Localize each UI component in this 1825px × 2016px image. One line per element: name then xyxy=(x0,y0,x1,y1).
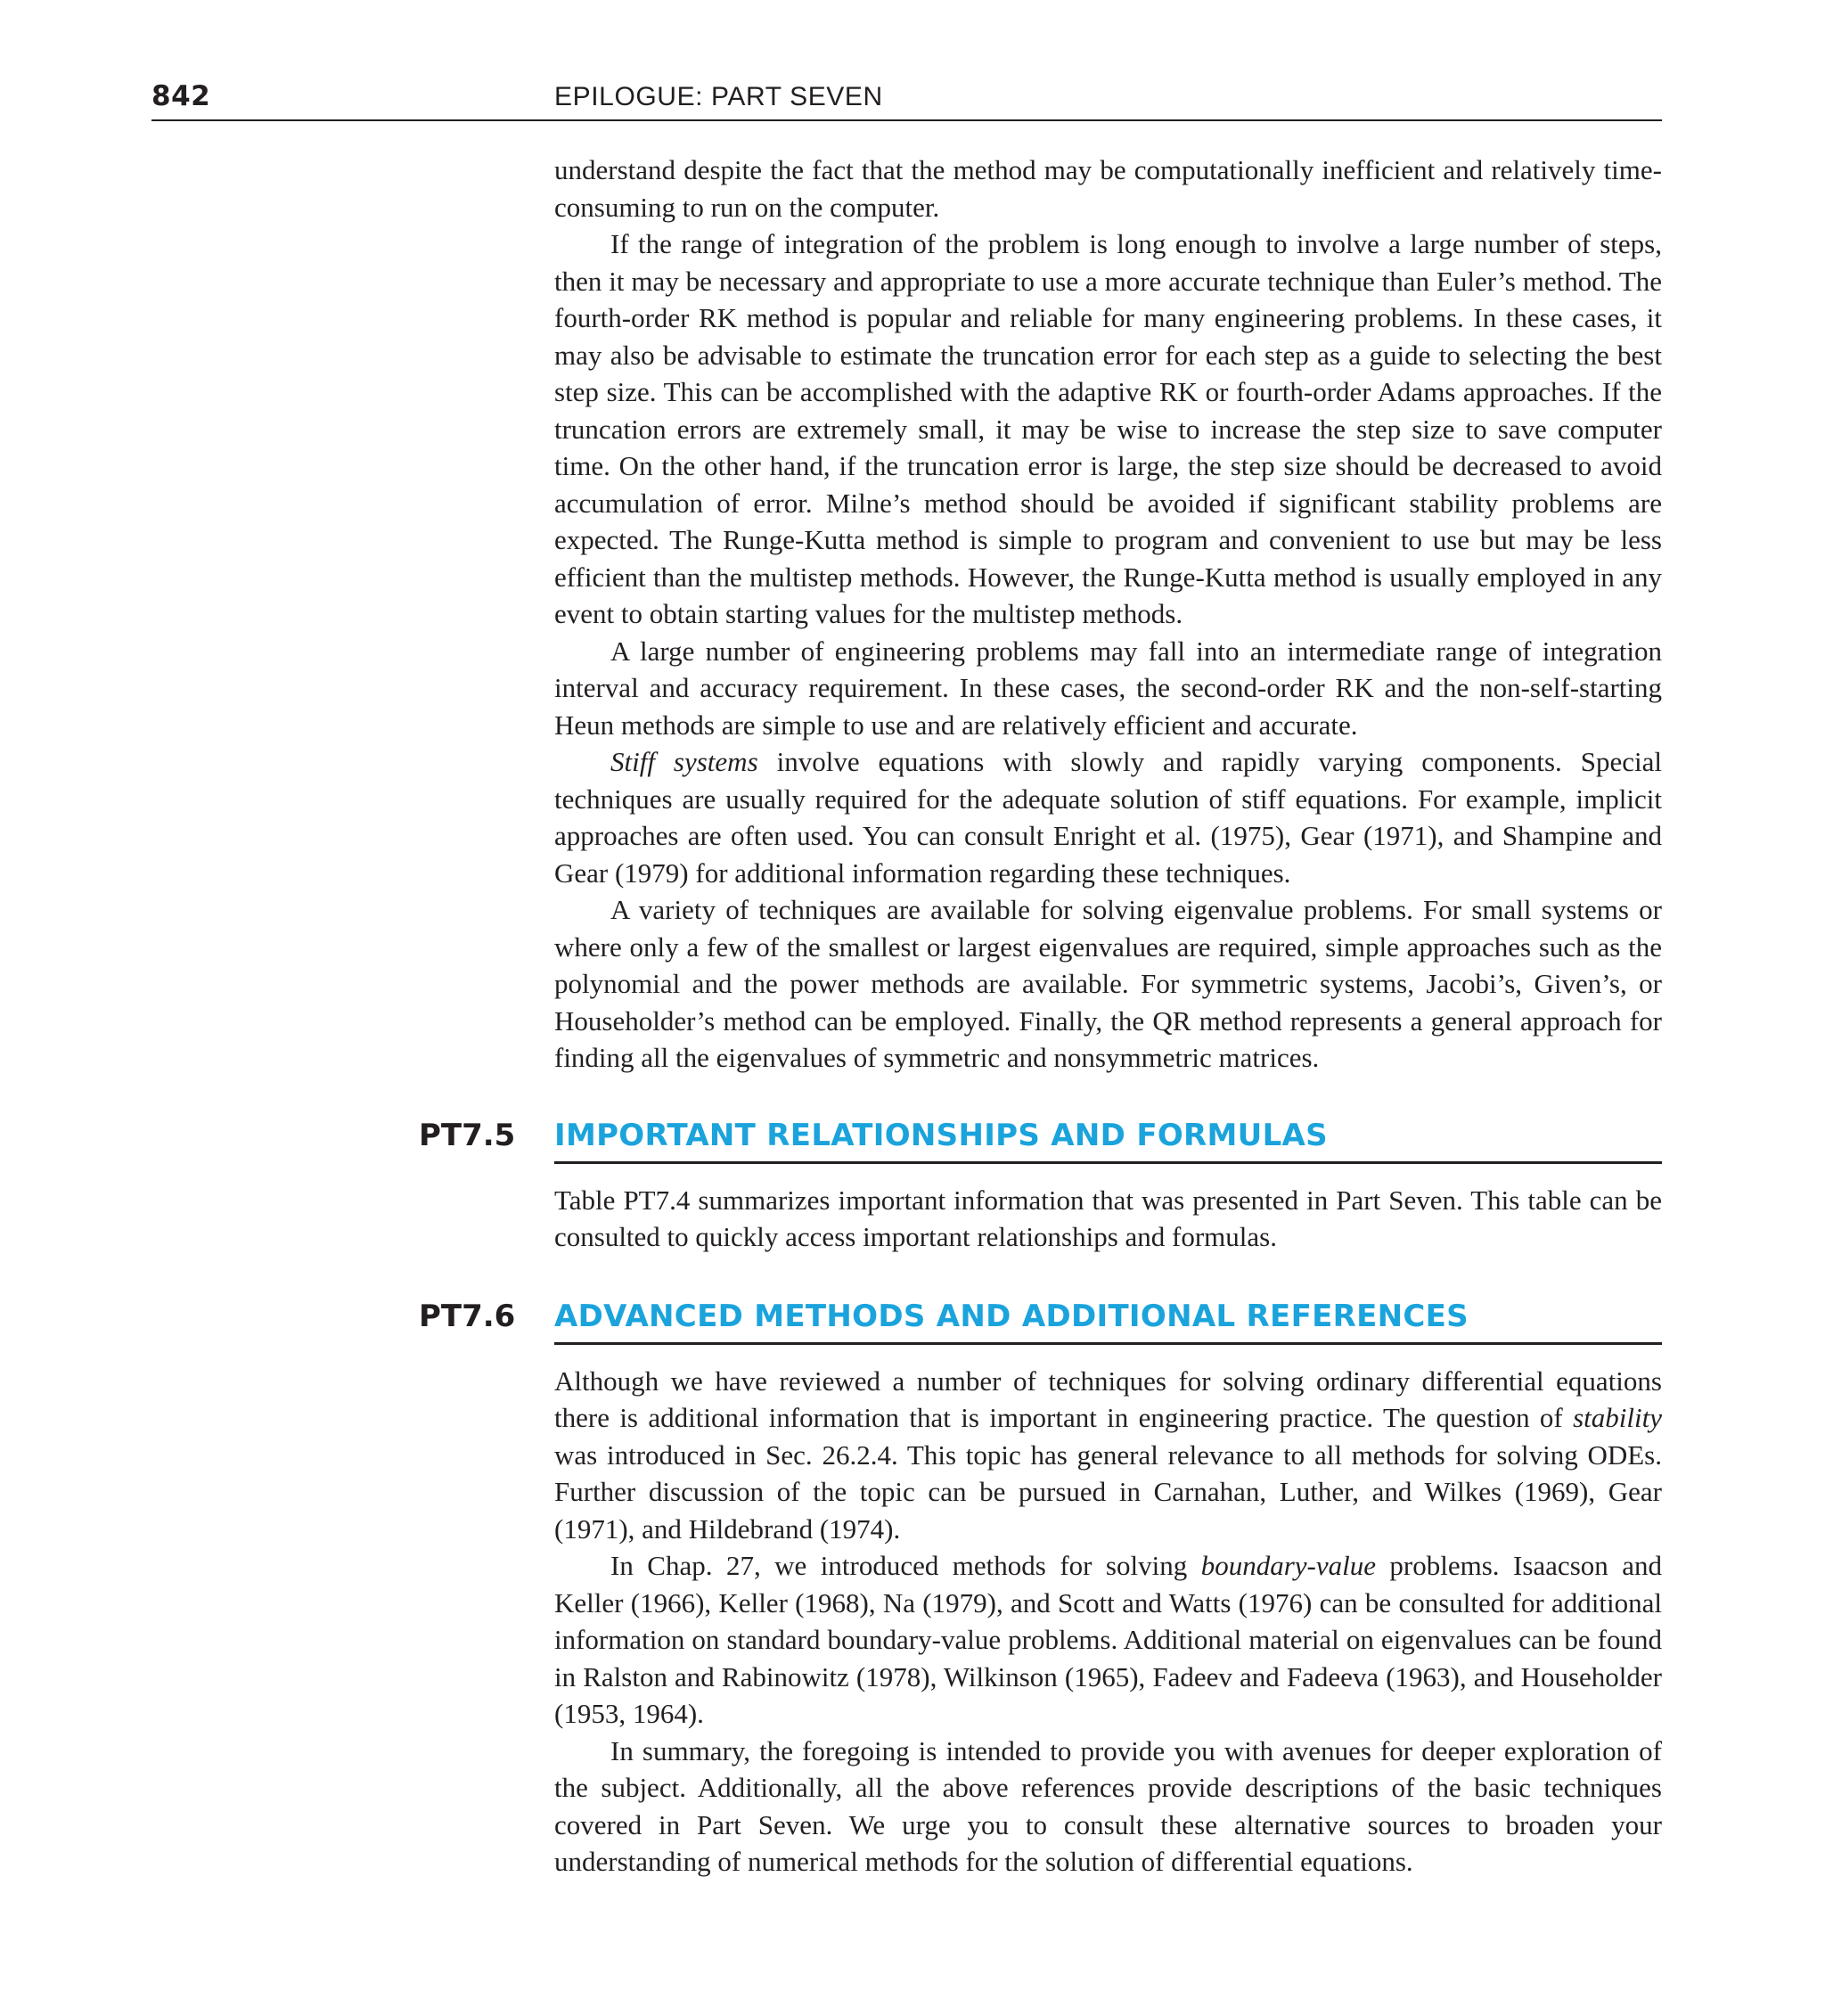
section-pt7-6 xyxy=(0,1293,1662,1881)
paragraph-stability xyxy=(554,1363,1662,1548)
paragraph-boundary-value xyxy=(554,1547,1662,1733)
section-number: PT7.6 xyxy=(419,1298,516,1334)
stability-text-a: Although we have reviewed a number of techniques for solving ordinary differential equations there is additional information that is important in engineering practice. The question of xyxy=(554,1364,1662,1433)
paragraph-eigenvalue: A variety of techniques are available for solving eigenvalue problems. For small systems or where only a few of the smallest or largest eigenvalues are required, simple approaches such as the polynomial and the power methods are available. For symmetric systems, Jacobi’s, Given’s, or Householder’s method can be employed. Finally, the QR method represents a general approach for finding all the eigenvalues of symmetric and nonsymmetric matrices. xyxy=(554,894,1662,1073)
stiff-systems-text: involve equations with slowly and rapidly varying components. Special techniques are usually required for the adequate solution of stiff equations. For example, implicit approaches are often used. You can consult Enright et al. (1975), Gear (1971), and Shampine and Gear (1979) for additional information regarding these techniques. xyxy=(554,746,1662,889)
section-number: PT7.5 xyxy=(419,1117,516,1153)
paragraph-stiff-systems xyxy=(554,743,1662,891)
section-pt7-5 xyxy=(0,1112,1662,1256)
paragraph-summary: In summary, the foregoing is intended to provide you with avenues for deeper exploration of the subject. Additionally, all the above references provide descriptions of the basic techniques covered in Part Seven. We urge you to consult these alternative sources to broaden your understanding of numerical methods for the solution of differential equations. xyxy=(554,1734,1662,1877)
paragraph-continued: understand despite the fact that the method may be computationally inefficient and relatively time-consuming to run on the computer. xyxy=(554,154,1662,223)
paragraph-step-size: If the range of integration of the problem is long enough to involve a large number of steps, then it may be necessary and appropriate to use a more accurate technique than Euler’s method. The fourth-order RK method is popular and reliable for many engineering problems. In these cases, it may also be advisable to estimate the truncation error for each step as a guide to selecting the best step size. This can be accomplished with the adaptive RK or fourth-order Adams approaches. If the truncation errors are extremely small, it may be wise to increase the step size to save computer time. On the other hand, if the truncation error is large, the step size should be decreased to avoid accumulation of error. Milne’s method should be avoided if significant stability problems are expected. The Runge-Kutta method is simple to program and convenient to use but may be less efficient than the multistep methods. However, the Runge-Kutta method is usually employed in any event to obtain starting values for the multistep methods. xyxy=(554,228,1662,629)
page-number: 842 xyxy=(151,80,211,112)
running-title: EPILOGUE: PART SEVEN xyxy=(554,82,883,111)
boundary-value-text-b: problems. Isaacson and Keller (1966), Keller (1968), Na (1979), and Scott and Watts (1976) can be consulted for additional information on standard boundary-value problems. Additional material on eigenvalues can be found in Ralston and Rabinowitz (1978), Wilkinson (1965), Fadeev and Fadeeva (1963), and Householder (1953, 1964). xyxy=(554,1550,1662,1729)
section-title: ADVANCED METHODS AND ADDITIONAL REFERENCES xyxy=(554,1298,1469,1334)
stability-term: stability xyxy=(1573,1402,1662,1433)
stiff-systems-term: Stiff systems xyxy=(610,746,758,777)
paragraph-table-summary: Table PT7.4 summarizes important information that was presented in Part Seven. This table can be consulted to quickly access important relationships and formulas. xyxy=(554,1184,1662,1252)
running-head xyxy=(151,78,1662,121)
boundary-value-text-a: In Chap. 27, we introduced methods for solving xyxy=(610,1550,1201,1581)
section-heading-pt7-5 xyxy=(419,1112,1662,1164)
stability-text-b: was introduced in Sec. 26.2.4. This topic has general relevance to all methods for solving ODEs. Further discussion of the topic can be pursued in Carnahan, Luther, and Wilkes (1969), Gear (1971), and Hildebrand (1974). xyxy=(554,1438,1662,1545)
paragraph-intermediate-range: A large number of engineering problems may fall into an intermediate range of integration interval and accuracy requirement. In these cases, the second-order RK and the non-self-starting Heun methods are simple to use and are relatively efficient and accurate. xyxy=(554,635,1662,741)
boundary-value-term: boundary-value xyxy=(1200,1550,1376,1581)
body-column xyxy=(419,152,1662,1881)
section-heading-pt7-6 xyxy=(419,1293,1662,1345)
section-title: IMPORTANT RELATIONSHIPS AND FORMULAS xyxy=(554,1117,1328,1153)
